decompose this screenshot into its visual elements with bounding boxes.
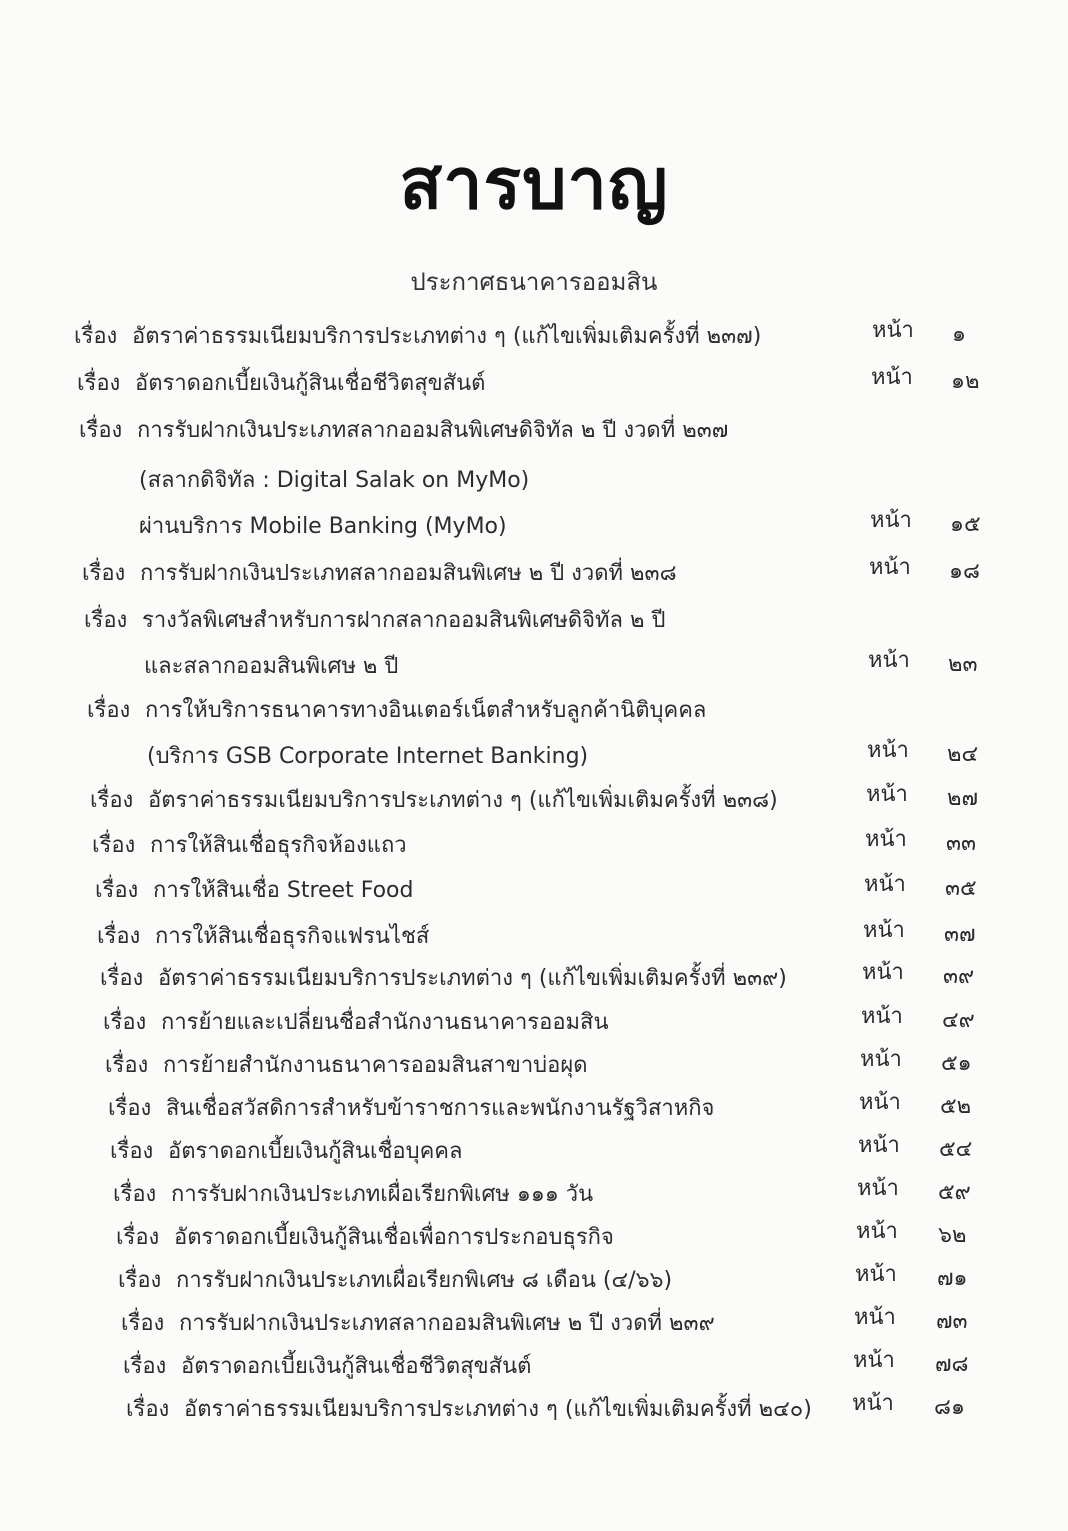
page-number: ๗๓ [936, 1309, 968, 1334]
page-label: หน้า [871, 365, 913, 390]
page-label: หน้า [861, 1004, 903, 1029]
page-number: ๕๔ [939, 1137, 973, 1162]
section-heading: ประกาศธนาคารออมสิน [410, 268, 658, 296]
page-number: ๕๒ [940, 1094, 972, 1119]
entry-topic: อัตราดอกเบี้ยเงินกู้สินเชื่อบุคคล [168, 1139, 463, 1164]
entry-topic: อัตราค่าธรรมเนียมบริการประเภทต่าง ๆ (แก้ไขเพิ่มเติมครั้งที่ ๒๓๙) [158, 966, 787, 991]
page-label: หน้า [858, 1133, 900, 1158]
page-label: หน้า [869, 555, 911, 580]
toc-entry-line [126, 1391, 812, 1426]
entry-label: เรื่อง [108, 1096, 152, 1121]
page-label: หน้า [856, 1219, 898, 1244]
page-number: ๖๒ [938, 1223, 967, 1248]
entry-topic: การย้ายสำนักงานธนาคารออมสินสาขาบ่อผุด [163, 1053, 588, 1078]
toc-entry-line [123, 1348, 531, 1383]
entry-topic: การรับฝากเงินประเภทสลากออมสินพิเศษ ๒ ปี งวดที่ ๒๓๘ [140, 561, 677, 586]
toc-entry-line [118, 1262, 672, 1297]
page-number: ๗๘ [935, 1352, 969, 1377]
page-label: หน้า [866, 782, 908, 807]
page-number: ๗๑ [937, 1266, 968, 1291]
toc-entry-line [97, 918, 429, 953]
toc-entry-line [79, 412, 728, 447]
page-label: หน้า [864, 872, 906, 897]
entry-topic: การรับฝากเงินประเภทเผื่อเรียกพิเศษ ๘ เดือน (๔/๖๖) [176, 1268, 673, 1293]
page-number: ๓๗ [944, 922, 976, 947]
entry-topic: อัตราดอกเบี้ยเงินกู้สินเชื่อชีวิตสุขสันต์ [135, 371, 486, 396]
page-label: หน้า [853, 1348, 895, 1373]
toc-entry-line [84, 602, 665, 637]
page-label: หน้า [863, 918, 905, 943]
entry-topic: รางวัลพิเศษสำหรับการฝากสลากออมสินพิเศษดิจิทัล ๒ ปี [142, 608, 666, 633]
toc-entry-line [92, 827, 407, 862]
page-label: หน้า [872, 318, 914, 343]
page-label: หน้า [854, 1305, 896, 1330]
page-number: ๑๒ [951, 369, 980, 394]
page-label: หน้า [870, 508, 912, 533]
entry-label: เรื่อง [82, 561, 126, 586]
entry-label: เรื่อง [74, 324, 118, 349]
page-number: ๔๙ [942, 1008, 975, 1033]
page-label: หน้า [857, 1176, 899, 1201]
page-number: ๕๑ [941, 1051, 972, 1076]
entry-topic: การให้สินเชื่อธุรกิจแฟรนไชส์ [155, 924, 430, 949]
entry-label: เรื่อง [100, 966, 144, 991]
entry-topic: การให้สินเชื่อ Street Food [153, 878, 414, 903]
toc-entry-line [108, 1090, 714, 1125]
entry-label: เรื่อง [97, 924, 141, 949]
page-label: หน้า [860, 1047, 902, 1072]
entry-label: เรื่อง [121, 1311, 165, 1336]
entry-topic: การรับฝากเงินประเภทสลากออมสินพิเศษดิจิทัล ๒ ปี งวดที่ ๒๓๗ [137, 418, 729, 443]
entry-topic: การรับฝากเงินประเภทเผื่อเรียกพิเศษ ๑๑๑ วัน [171, 1182, 594, 1207]
entry-label: เรื่อง [103, 1010, 147, 1035]
entry-topic: สินเชื่อสวัสดิการสำหรับข้าราชการและพนักงานรัฐวิสาหกิจ [166, 1096, 715, 1121]
page-label: หน้า [862, 960, 904, 985]
entry-label: เรื่อง [90, 788, 134, 813]
toc-entry-line [74, 318, 761, 353]
entry-label: เรื่อง [118, 1268, 162, 1293]
entry-topic: อัตราค่าธรรมเนียมบริการประเภทต่าง ๆ (แก้ไขเพิ่มเติมครั้งที่ ๒๔๐) [184, 1397, 812, 1422]
page-number: ๓๓ [946, 831, 977, 856]
page-number: ๒๗ [947, 786, 979, 811]
toc-entry-continuation: ผ่านบริการ Mobile Banking (MyMo) [139, 514, 507, 539]
toc-entry-line [90, 782, 778, 817]
entry-label: เรื่อง [105, 1053, 149, 1078]
toc-entry-line [116, 1219, 614, 1254]
page-number: ๒๓ [948, 652, 978, 677]
toc-entry-line [87, 692, 706, 727]
toc-entry-line [103, 1004, 609, 1039]
entry-label: เรื่อง [77, 371, 121, 396]
toc-entry-line [113, 1176, 593, 1211]
page-label: หน้า [852, 1391, 894, 1416]
entry-label: เรื่อง [95, 878, 139, 903]
entry-label: เรื่อง [116, 1225, 160, 1250]
page-number: ๑๕ [950, 512, 981, 537]
entry-label: เรื่อง [123, 1354, 167, 1379]
entry-label: เรื่อง [84, 608, 128, 633]
page-title: สารบาญ [399, 143, 669, 225]
toc-entry-line [105, 1047, 588, 1082]
toc-entry-continuation: (สลากดิจิทัล : Digital Salak on MyMo) [139, 468, 530, 493]
page-label: หน้า [868, 648, 910, 673]
page-number: ๑ [952, 322, 966, 347]
page-number: ๓๙ [943, 964, 975, 989]
toc-entry-line [82, 555, 677, 590]
entry-label: เรื่อง [113, 1182, 157, 1207]
page-label: หน้า [865, 827, 907, 852]
toc-entry-line [110, 1133, 463, 1168]
entry-topic: อัตราค่าธรรมเนียมบริการประเภทต่าง ๆ (แก้ไขเพิ่มเติมครั้งที่ ๒๓๗) [132, 324, 762, 349]
toc-entry-line [77, 365, 485, 400]
page-number: ๒๔ [947, 742, 979, 767]
entry-label: เรื่อง [110, 1139, 154, 1164]
entry-label: เรื่อง [92, 833, 136, 858]
toc-entry-line [121, 1305, 715, 1340]
entry-topic: อัตราดอกเบี้ยเงินกู้สินเชื่อเพื่อการประกอบธุรกิจ [174, 1225, 614, 1250]
page-label: หน้า [855, 1262, 897, 1287]
page-number: ๑๘ [949, 559, 980, 584]
entry-label: เรื่อง [126, 1397, 170, 1422]
entry-topic: การให้บริการธนาคารทางอินเตอร์เน็ตสำหรับลูกค้านิติบุคคล [145, 698, 707, 723]
toc-entry-line [95, 872, 413, 907]
toc-entry-line [100, 960, 787, 995]
entry-label: เรื่อง [87, 698, 131, 723]
entry-topic: อัตราค่าธรรมเนียมบริการประเภทต่าง ๆ (แก้ไขเพิ่มเติมครั้งที่ ๒๓๘) [148, 788, 778, 813]
page-number: ๘๑ [934, 1395, 965, 1420]
page-number: ๓๕ [945, 876, 977, 901]
entry-topic: การย้ายและเปลี่ยนชื่อสำนักงานธนาคารออมสิน [161, 1010, 609, 1035]
entry-topic: อัตราดอกเบี้ยเงินกู้สินเชื่อชีวิตสุขสันต์ [181, 1354, 532, 1379]
page-label: หน้า [859, 1090, 901, 1115]
toc-entry-continuation: (บริการ GSB Corporate Internet Banking) [147, 744, 589, 769]
entry-topic: การรับฝากเงินประเภทสลากออมสินพิเศษ ๒ ปี งวดที่ ๒๓๙ [179, 1311, 715, 1336]
toc-entry-continuation: และสลากออมสินพิเศษ ๒ ปี [144, 654, 399, 679]
entry-label: เรื่อง [79, 418, 123, 443]
page-number: ๕๙ [938, 1180, 971, 1205]
entry-topic: การให้สินเชื่อธุรกิจห้องแถว [150, 833, 407, 858]
page-label: หน้า [867, 738, 909, 763]
